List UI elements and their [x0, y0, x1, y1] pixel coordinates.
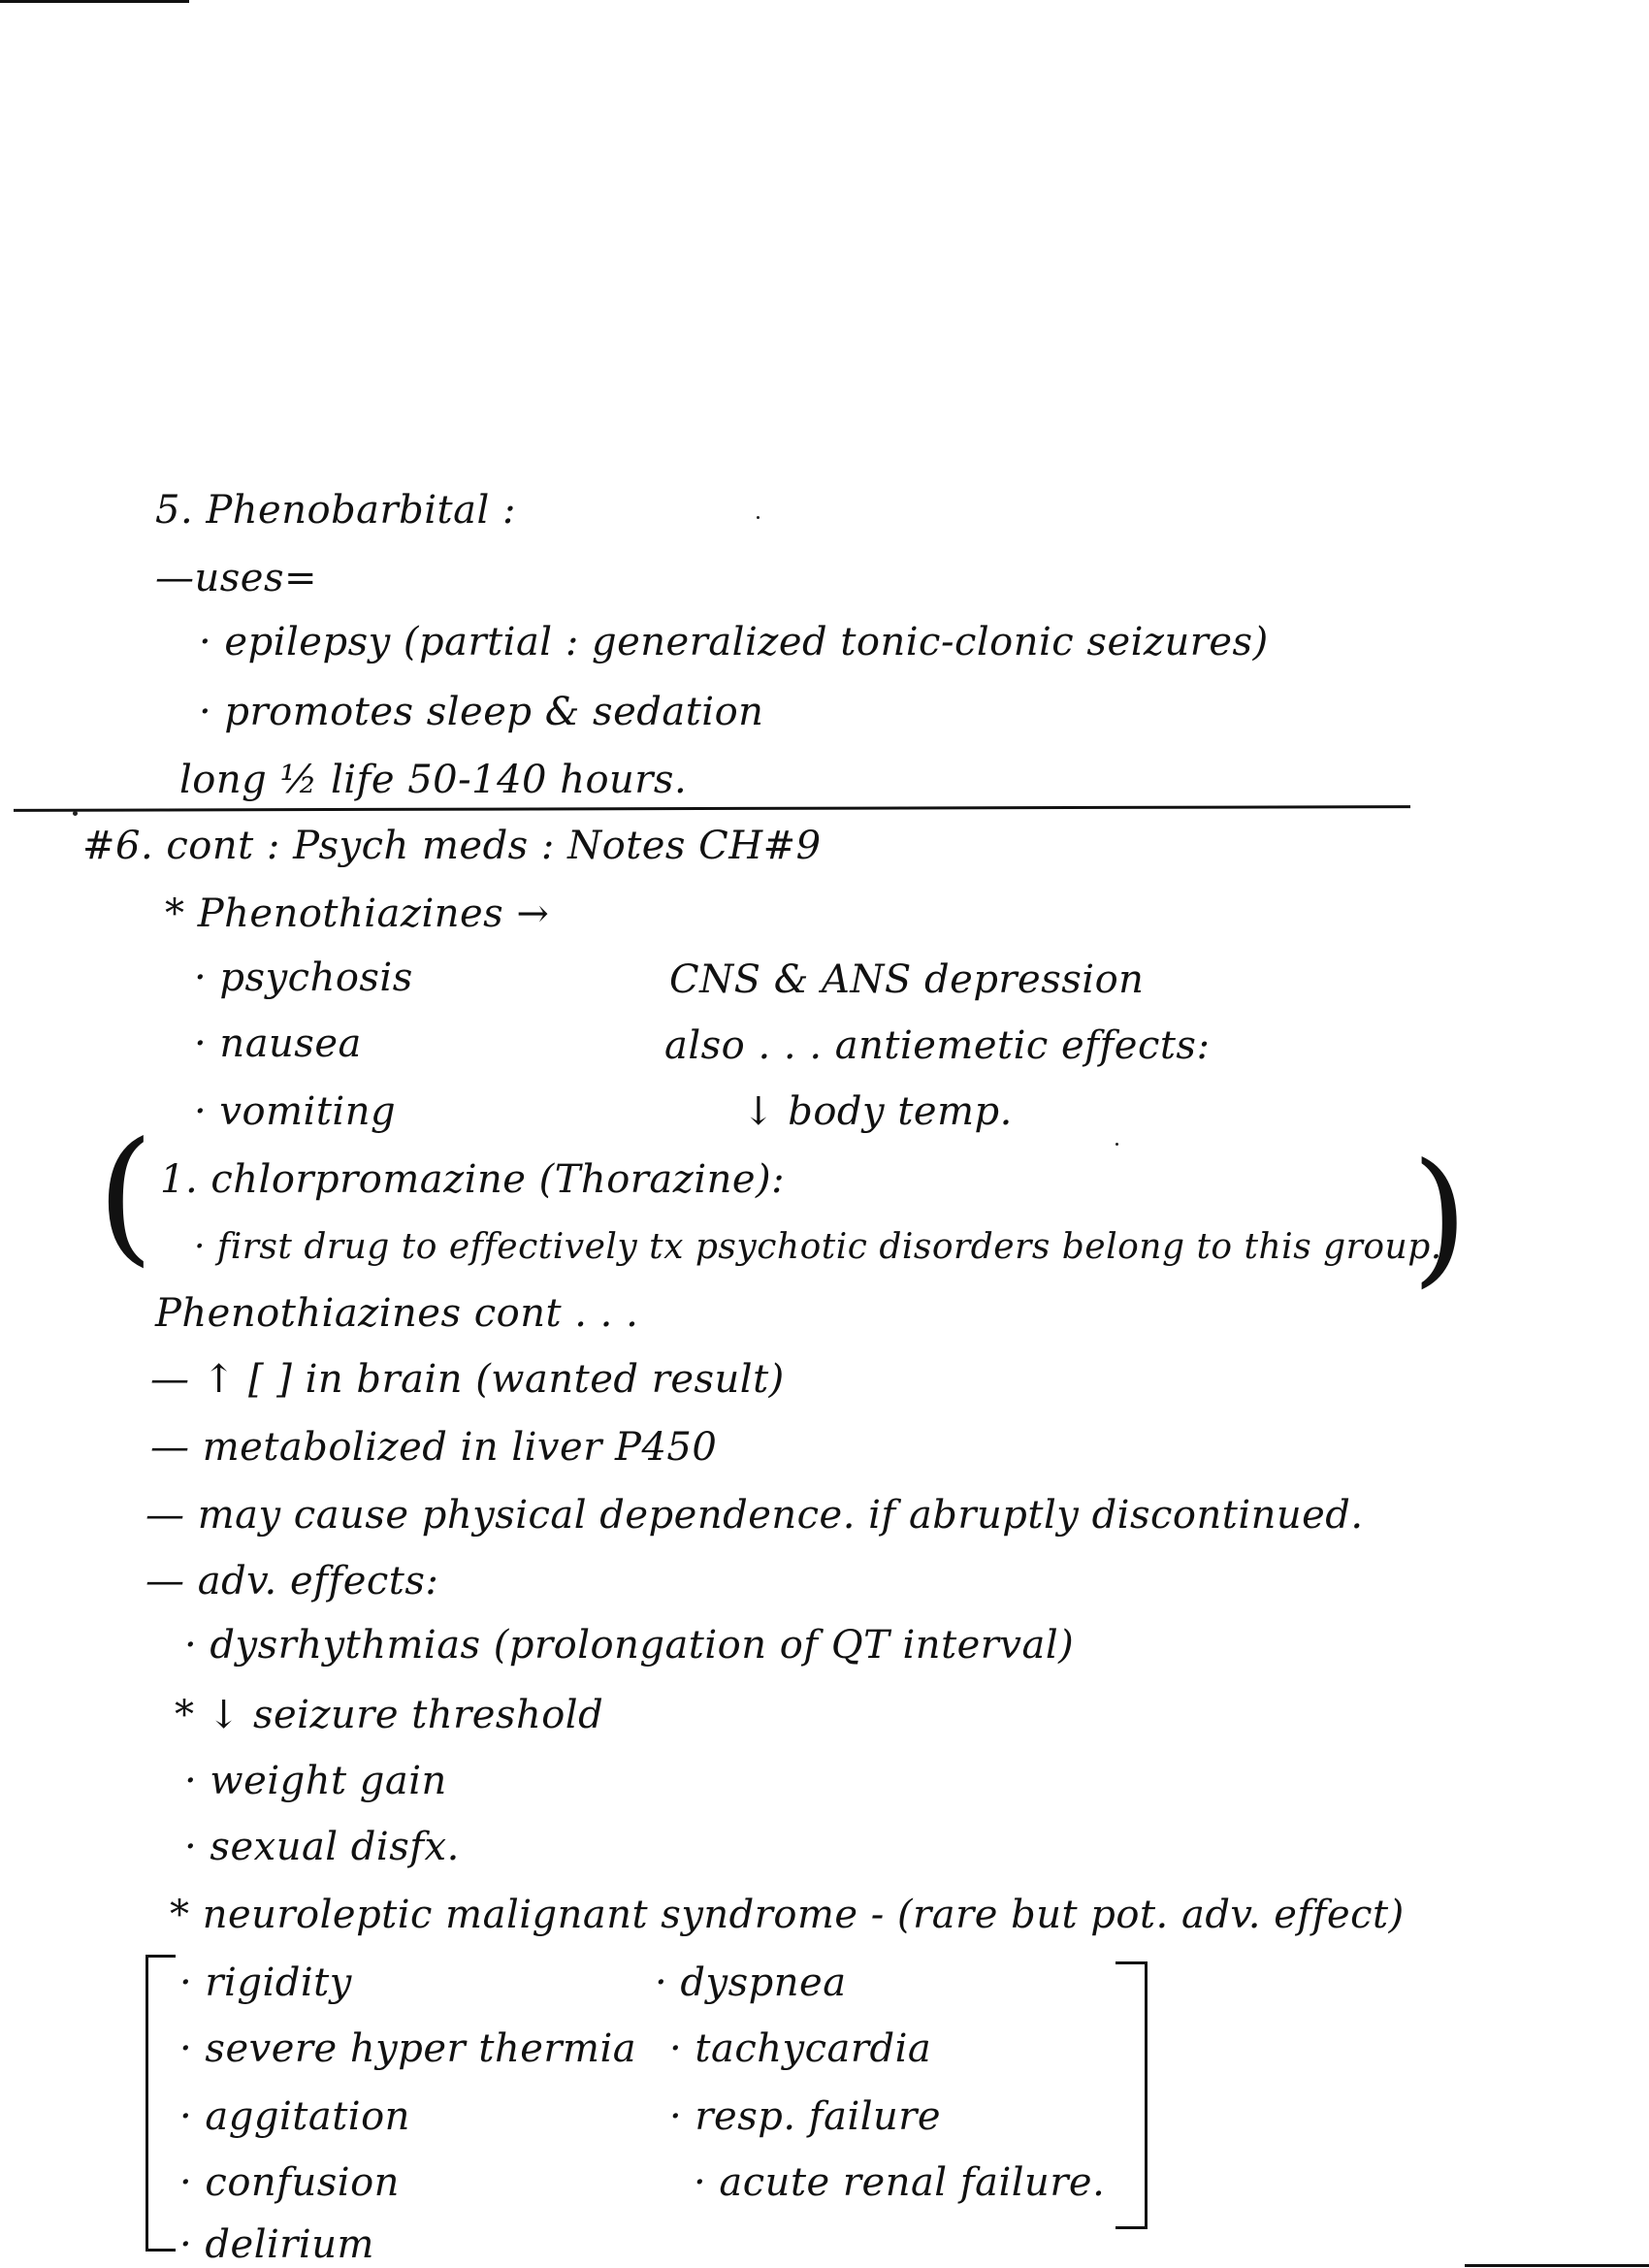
use-sleep: · promotes sleep & sedation [199, 690, 764, 734]
nms-confusion: · confusion [179, 2160, 400, 2205]
phenothiazines-heading: * Phenothiazines → [165, 891, 550, 936]
chlorpromazine-title: 1. chlorpromazine (Thorazine): [160, 1157, 786, 1202]
point-dependence: — may cause physical dependence. if abruptly discontinued. [146, 1493, 1364, 1538]
use-vomiting: · vomiting [194, 1089, 397, 1134]
adverse-sexual-disfx: · sexual disfx. [184, 1825, 460, 1869]
adverse-weight-gain: · weight gain [184, 1759, 447, 1803]
point-brain-concentration: — ↑ [ ] in brain (wanted result) [150, 1357, 785, 1402]
point-adverse-effects: — adv. effects: [146, 1559, 439, 1604]
uses-label: —uses= [155, 556, 318, 600]
scan-speck [757, 516, 760, 519]
half-life-note: long ½ life 50-140 hours. [179, 758, 688, 802]
scan-speck [73, 811, 78, 816]
nms-rigidity: · rigidity [179, 1960, 352, 2005]
nms-renal-failure: · acute renal failure. [694, 2160, 1106, 2205]
nms-agitation: · aggitation [179, 2094, 410, 2139]
use-nausea: · nausea [194, 1021, 362, 1066]
nms-heading: * neuroleptic malignant syndrome - (rare but pot. adv. effect) [170, 1893, 1405, 1937]
effect-cns-depression: CNS & ANS depression [669, 957, 1145, 1002]
nms-hyperthermia: · severe hyper thermia [179, 2026, 637, 2071]
left-paren: ( [97, 1112, 154, 1280]
phenothiazines-cont-heading: Phenothiazines cont . . . [155, 1291, 639, 1336]
scan-edge-line-top [0, 0, 189, 3]
nms-delirium: · delirium [179, 2222, 374, 2267]
nms-right-bracket [1116, 1961, 1148, 2229]
effect-body-temp: ↓ body temp. [742, 1089, 1013, 1134]
nms-resp-failure: · resp. failure [669, 2094, 942, 2139]
effect-antiemetic: also . . . antiemetic effects: [664, 1023, 1211, 1068]
scan-edge-line-bottom [1465, 2264, 1649, 2267]
adverse-dysrhythmias: · dysrhythmias (prolongation of QT interval) [184, 1623, 1075, 1668]
scan-speck [1116, 1143, 1118, 1146]
psych-meds-heading: #6. cont : Psych meds : Notes CH#9 [82, 824, 822, 868]
adverse-seizure-threshold: * ↓ seizure threshold [175, 1693, 604, 1737]
point-metabolized: — metabolized in liver P450 [150, 1425, 718, 1470]
use-epilepsy: · epilepsy (partial : generalized tonic-clonic seizures) [199, 620, 1269, 664]
chlorpromazine-note: · first drug to effectively tx psychotic disorders belong to this group. [194, 1227, 1442, 1267]
section-divider [14, 805, 1410, 812]
phenobarbital-heading: 5. Phenobarbital : [155, 488, 516, 533]
right-paren: ) [1411, 1133, 1469, 1302]
use-psychosis: · psychosis [194, 956, 413, 1000]
nms-left-bracket [146, 1955, 176, 2252]
nms-tachycardia: · tachycardia [669, 2026, 932, 2071]
nms-dyspnea: · dyspnea [655, 1960, 847, 2005]
